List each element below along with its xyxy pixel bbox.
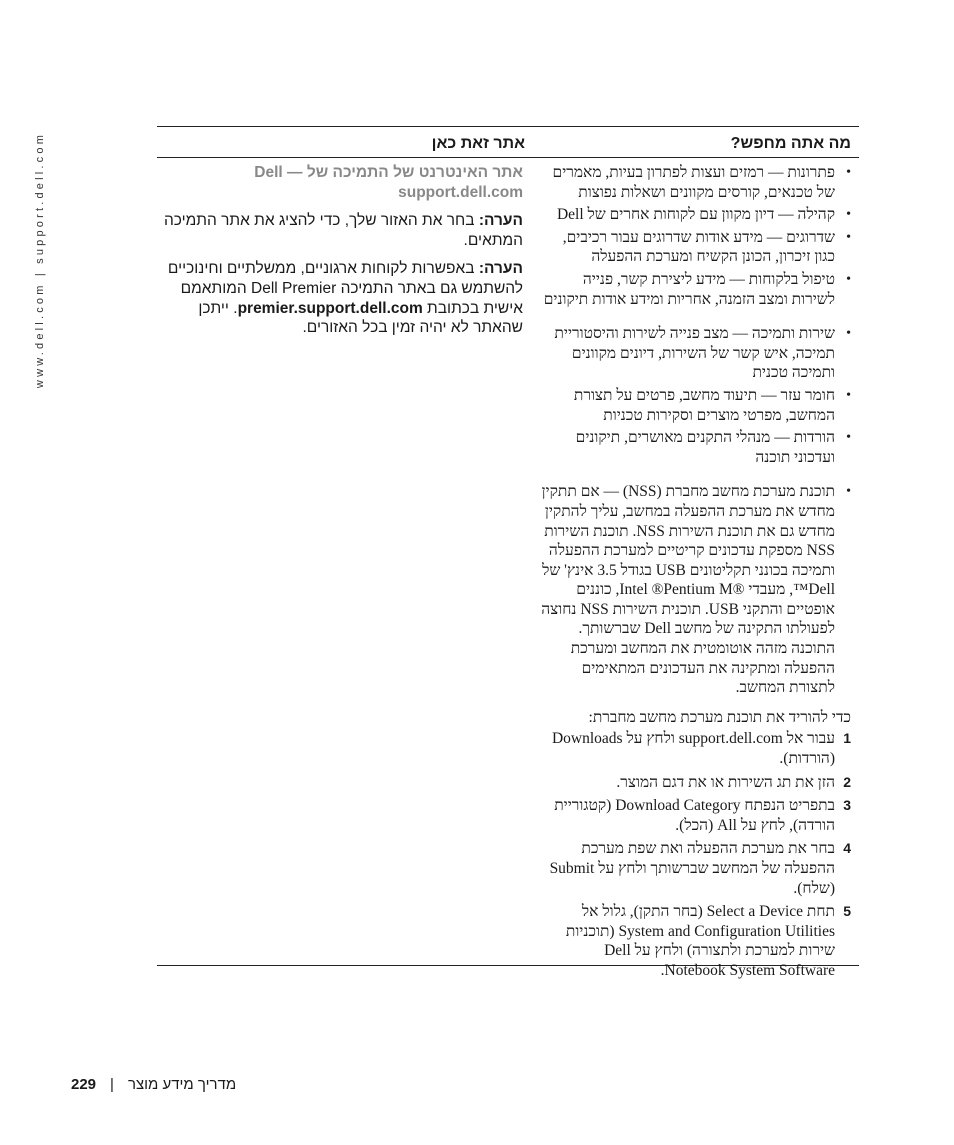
step-item [541, 729, 851, 768]
list-item: • שירות ותמיכה — מצב פנייה לשירות והיסטוריית תמיכה, איש קשר של השירות, דיונים מקוונים ותמיכה טכנית [541, 324, 851, 383]
page-footer [71, 1076, 236, 1093]
info-table [157, 126, 859, 979]
list-item: • קהילה — דיון מקוון עם לקוחות אחרים של Dell [541, 205, 851, 225]
note-label: הערה: [478, 212, 523, 230]
step-item [541, 839, 851, 898]
list-item: • שדרוגים — מידע אודות שדרוגים עבור רכיבים, כגון זיכרון, הכונן הקשיח ומערכת ההפעלה [541, 228, 851, 267]
list-item: • פתרונות — רמזים ועצות לפתרון בעיות, מאמרים של טכנאים, קורסים מקוונים ושאלות נפוצות [541, 163, 851, 202]
premier-url: premier.support.dell.com [237, 299, 423, 317]
note-text: בחר את האזור שלך, כדי להציג את אתר התמיכה המתאים. [163, 212, 523, 249]
note-tail: . ייתכן שהאתר לא יהיה זמין בכל האזורים. [198, 299, 523, 337]
step-item [541, 773, 851, 793]
step-text: עבור אל support.dell.com ולחץ על Downloads (הורדות). [551, 730, 835, 768]
step-text: תחת Select a Device (בחר התקן), גלול אל System and Configuration Utilities (תוכניות שירות למערכת ולתצורה) ולחץ על Dell Notebook System Software. [565, 903, 835, 979]
step-text: הזן את תג השירות או את דגם המוצר. [616, 773, 835, 791]
nss-list-item: • תוכנת מערכת מחשב מחברת (NSS) — אם תתקין מחדש את מערכת ההפעלה במחשב, עליך להתקין מחדש גם את תוכנת השירות NSS. תוכנת השירות NSS מספקת עדכונים קריטיים למערכת ההפעלה ותמיכה בכונני תקליטונים USB בגודל 3.5 אינץ' של Dell™, מעבדי ®Intel ®Pentium M, כוננים אופטיים והתקני USB. תוכנית השירות NSS נחוצה לפעולתו התקינה של מחשב Dell שברשותך. התוכנה מזהה אוטומטית את המחשב ומערכת ההפעלה ומתקינה את העדכונים המתאימים לתצורת המחשב. [541, 482, 851, 698]
premier-note [159, 259, 523, 337]
region-note [159, 211, 523, 250]
bullet-list-1 [541, 163, 851, 698]
step-item [541, 796, 851, 835]
step-number: 4 [843, 840, 851, 857]
page-number: 229 [71, 1076, 97, 1093]
step-number: 5 [843, 903, 851, 920]
header-what-looking-for: מה אתה מחפש? [730, 135, 851, 152]
step-number: 2 [843, 773, 851, 790]
step-text: בחר את מערכת ההפעלה ואת שפת מערכת ההפעלה של המחשב שברשותך ולחץ על Submit (שלח). [549, 840, 835, 897]
header-find-it-here: אתר זאת כאן [431, 135, 525, 152]
list-item: • הורדות — מנהלי התקנים מאושרים, תיקונים ועדכוני תוכנה [541, 428, 851, 467]
side-url [33, 125, 47, 395]
step-item [541, 902, 851, 980]
find-column [159, 163, 523, 347]
step-number: 3 [843, 797, 851, 814]
download-steps [541, 729, 851, 980]
step-number: 1 [843, 730, 851, 747]
what-column [541, 163, 851, 985]
note-label: הערה: [478, 260, 523, 278]
side-url-text: www.dell.com | support.dell.com [34, 131, 46, 389]
step-text: בתפריט הנפתח Download Category (קטגוריית הורדה), לחץ על All (הכל). [554, 797, 835, 834]
note-text: באפשרות לקוחות ארגוניים, ממשלתיים וחינוכיים להשתמש גם באתר התמיכה Dell Premier המותאמם אישית בכתובת [167, 260, 523, 317]
guide-title: מדריך מידע מוצר [127, 1076, 237, 1093]
footer-separator: | [110, 1076, 114, 1093]
support-site-title: אתר האינטרנט של התמיכה של Dell — support.dell.com [254, 164, 523, 201]
download-intro: כדי להוריד את תוכנת מערכת מחשב מחברת: [588, 708, 851, 726]
list-item: • טיפול בלקוחות — מידע ליצירת קשר, פנייה לשירות ומצב הזמנה, אחריות ומידע אודות תיקונים [541, 270, 851, 309]
table-header [157, 127, 859, 158]
list-item: • חומר עזר — תיעוד מחשב, פרטים על תצורת המחשב, מפרטי מוצרים וסקירות טכניות [541, 386, 851, 425]
